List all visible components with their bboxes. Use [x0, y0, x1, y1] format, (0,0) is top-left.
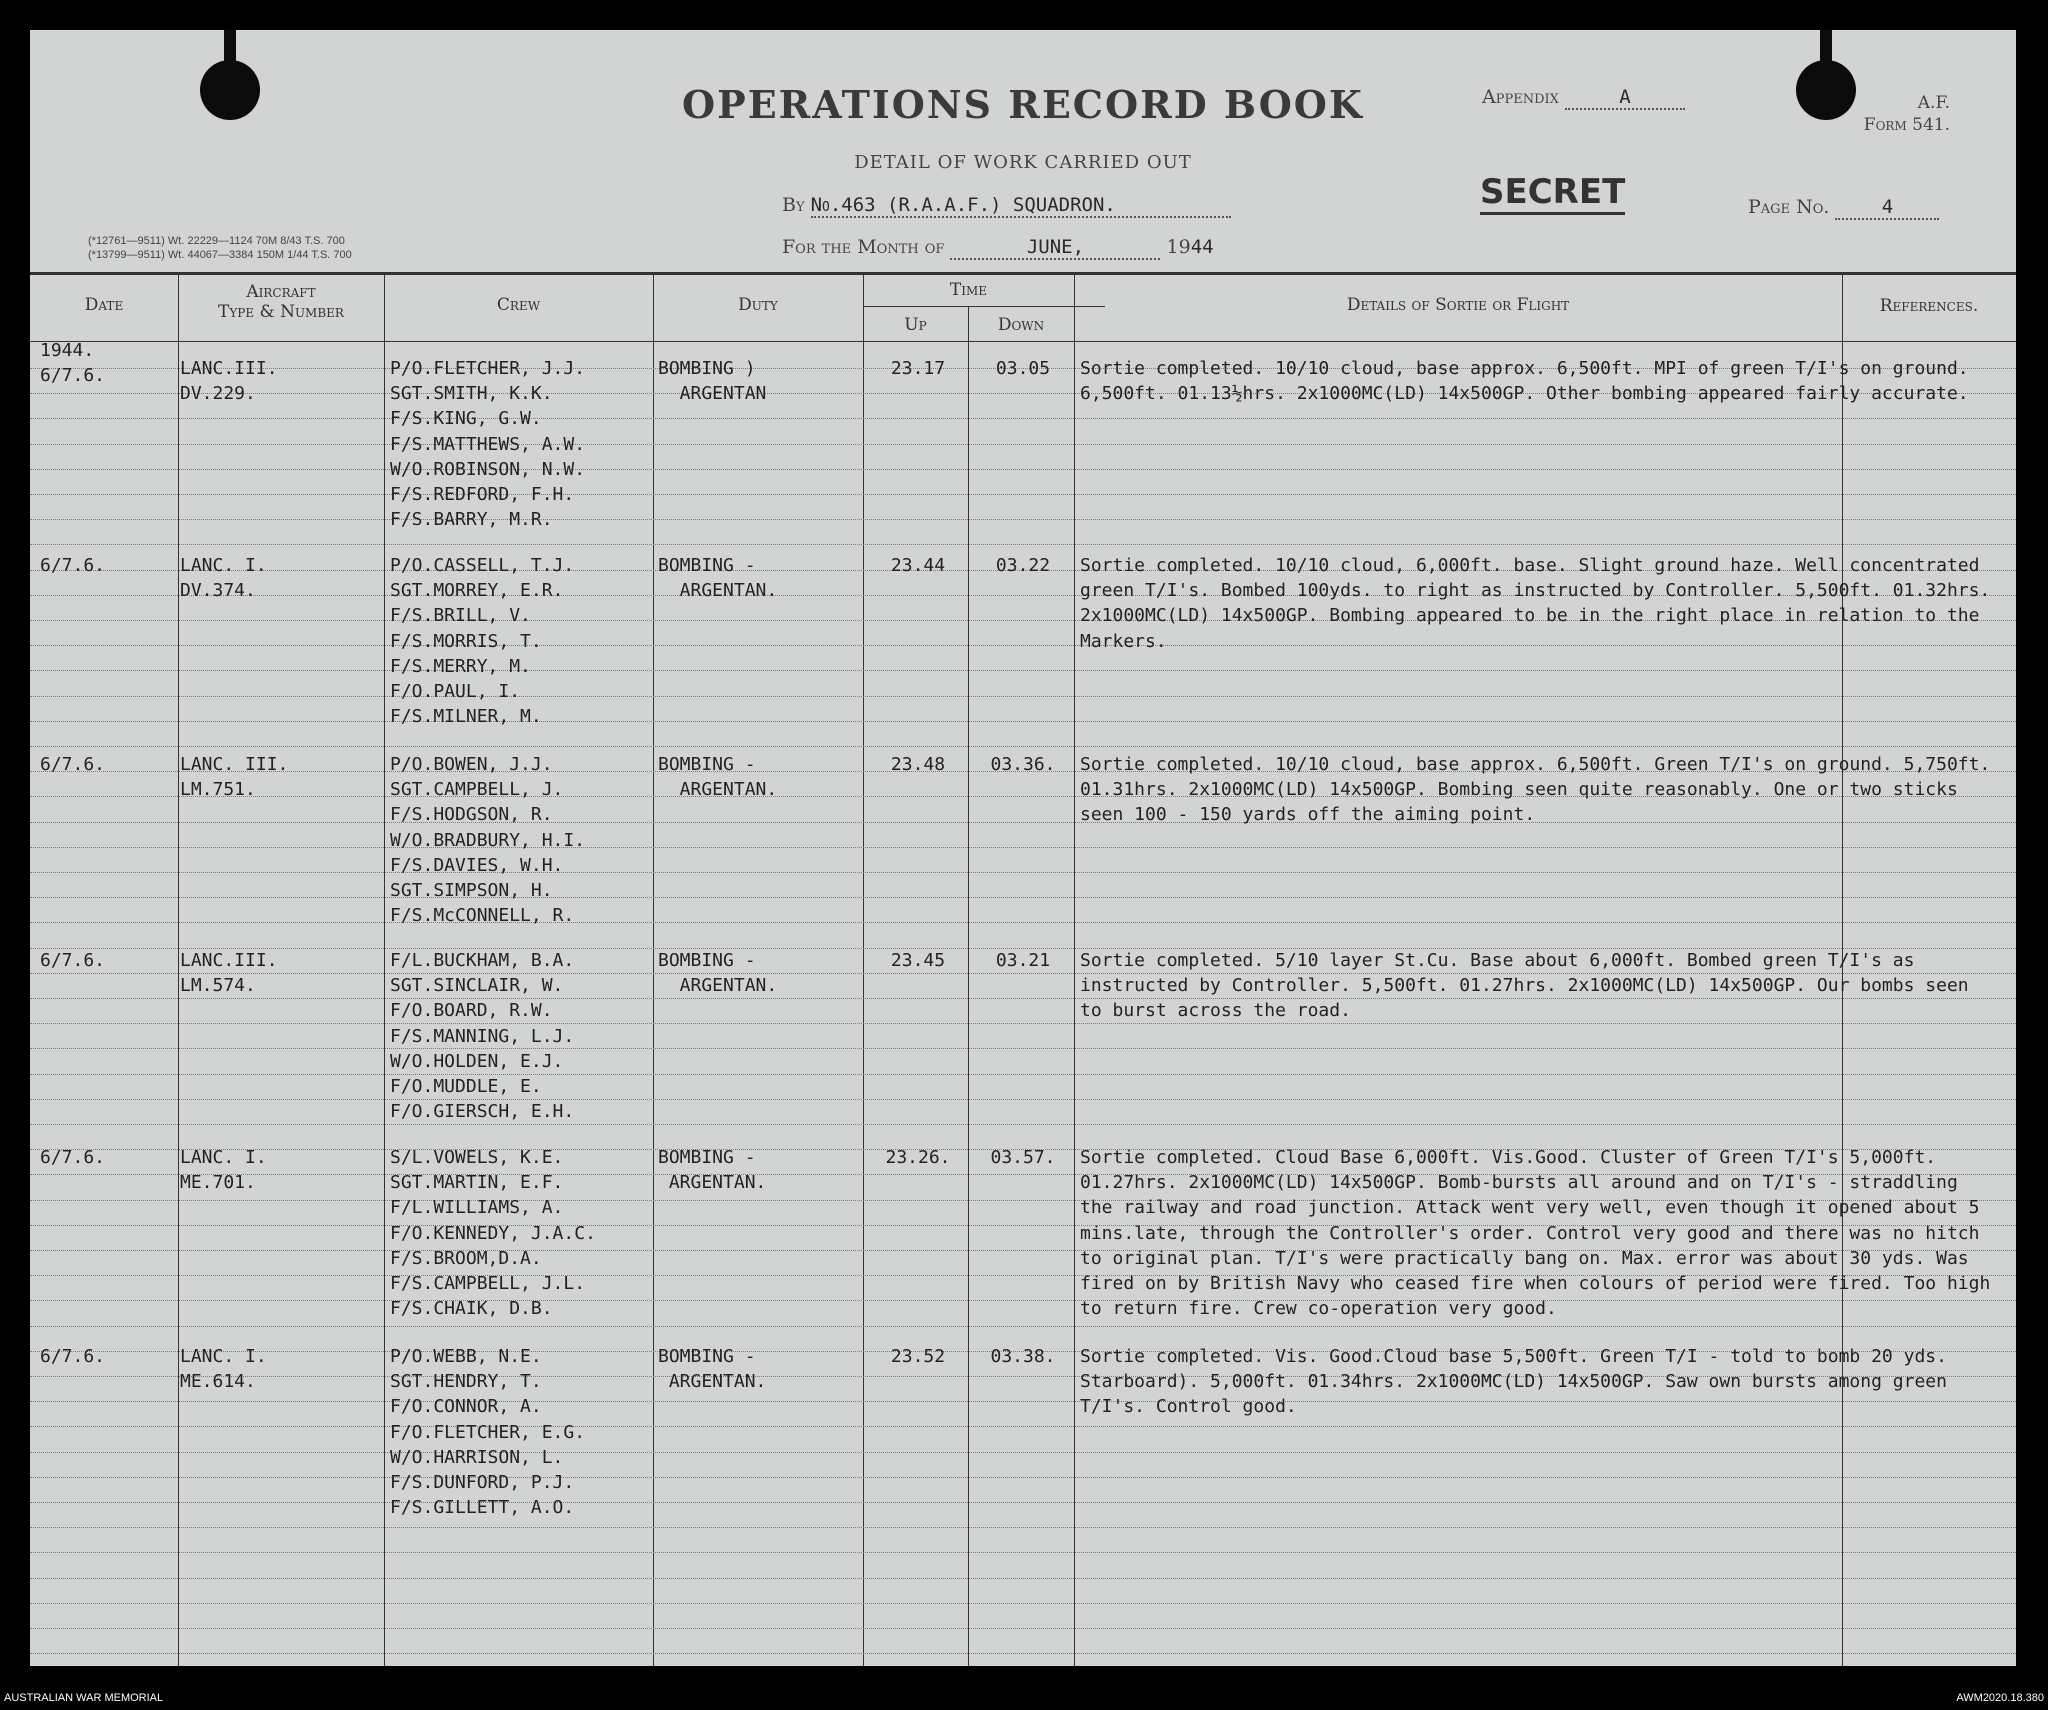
table-top-rule: [30, 272, 2016, 275]
entry-date: 6/7.6.: [40, 950, 106, 971]
entry-crew: P/O.BOWEN, J.J. SGT.CAMPBELL, J. F/S.HODGSON, R. W/O.BRADBURY, H.I. F/S.DAVIES, W.H. SGT.SIMPSON, H. F/S.McCONNELL, R.: [390, 754, 586, 927]
dotted-line: [30, 1628, 2016, 1629]
dotted-line: [30, 721, 2016, 722]
dotted-line: [30, 847, 2016, 848]
dotted-line: [30, 519, 2016, 520]
col-header-time: Time: [949, 280, 988, 300]
col-rule-down: [1074, 274, 1075, 1666]
col-header-aircraft-line1: Aircraft: [246, 282, 316, 302]
entry-down: 03.57.: [990, 1147, 1056, 1168]
dotted-line: [30, 418, 2016, 419]
appendix-value: A: [1565, 86, 1685, 110]
dotted-line: [30, 1452, 2016, 1453]
col-header-date: Date: [84, 295, 124, 315]
entry-duty: BOMBING ) ARGENTAN: [658, 358, 767, 405]
entry-up: 23.45: [890, 950, 946, 971]
entry-crew: F/L.BUCKHAM, B.A. SGT.SINCLAIR, W. F/O.BOARD, R.W. F/S.MANNING, L.J. W/O.HOLDEN, E.J. F/O.MUDDLE, E. F/O.GIERSCH, E.H.: [390, 950, 575, 1123]
entry-up: 23.52: [890, 1346, 946, 1367]
page-title: OPERATIONS RECORD BOOK: [682, 82, 1364, 127]
secret-stamp: SECRET: [1480, 172, 1625, 215]
dotted-line: [30, 1326, 2016, 1327]
entry-down: 03.22: [995, 555, 1051, 576]
form-line-1: A.F.: [1917, 93, 1950, 113]
entry-crew: P/O.FLETCHER, J.J. SGT.SMITH, K.K. F/S.KING, G.W. F/S.MATTHEWS, A.W. W/O.ROBINSON, N.W. F/S.REDFORD, F.H. F/S.BARRY, M.R.: [390, 358, 586, 531]
entry-details: Sortie completed. 10/10 cloud, base approx. 6,500ft. MPI of green T/I's on ground. 6,500ft. 01.13½hrs. 2x1000MC(LD) 14x500GP. Other bombing appeared fairly accurate.: [1080, 358, 1969, 405]
entry-duty: BOMBING - ARGENTAN.: [658, 555, 778, 602]
dotted-line: [30, 1527, 2016, 1528]
entry-down: 03.38.: [990, 1346, 1056, 1367]
entry-down: 03.36.: [990, 754, 1056, 775]
form-line-2: Form 541.: [1863, 115, 1950, 135]
entry-aircraft: LANC. I. DV.374.: [180, 555, 267, 602]
page-number-line: [1748, 196, 1939, 220]
form-number: [1830, 92, 1950, 136]
entry-aircraft: LANC.III. LM.574.: [180, 950, 278, 997]
appendix-label: Appendix: [1482, 86, 1559, 108]
header-bottom-rule: [30, 341, 2016, 342]
year-value: 44: [1190, 236, 1214, 258]
page-label: Page No.: [1748, 196, 1830, 218]
entry-duty: BOMBING - ARGENTAN.: [658, 1346, 767, 1393]
col-header-aircraft: [178, 282, 384, 322]
entry-up: 23.44: [890, 555, 946, 576]
month-label: For the Month of: [782, 236, 945, 258]
dotted-line: [30, 696, 2016, 697]
entry-duty: BOMBING - ARGENTAN.: [658, 754, 778, 801]
entry-date: 1944. 6/7.6.: [40, 340, 106, 387]
footer-right: AWM2020.18.380: [1956, 1692, 2044, 1704]
dotted-line: [30, 469, 2016, 470]
appendix-line: [1482, 86, 1685, 110]
squadron-line: [782, 194, 1231, 218]
month-value: JUNE,: [950, 236, 1160, 260]
dotted-line: [30, 494, 2016, 495]
dotted-line: [30, 897, 2016, 898]
entry-up: 23.48: [890, 754, 946, 775]
dotted-line: [30, 1048, 2016, 1049]
entry-crew: P/O.WEBB, N.E. SGT.HENDRY, T. F/O.CONNOR, A. F/O.FLETCHER, E.G. W/O.HARRISON, L. F/S.DUNFORD, P.J. F/S.GILLETT, A.O.: [390, 1346, 586, 1519]
dotted-line: [30, 1603, 2016, 1604]
dotted-line: [30, 1124, 2016, 1125]
page-subtitle: DETAIL OF WORK CARRIED OUT: [854, 152, 1192, 173]
dotted-line: [30, 670, 2016, 671]
dotted-line: [30, 872, 2016, 873]
entry-up: 23.17: [890, 358, 946, 379]
entry-date: 6/7.6.: [40, 1147, 106, 1168]
by-label: By: [782, 194, 805, 216]
dotted-line: [30, 1502, 2016, 1503]
col-header-references: References.: [1879, 296, 1979, 316]
entry-down: 03.05: [995, 358, 1051, 379]
dotted-line: [30, 746, 2016, 747]
dotted-line: [30, 1099, 2016, 1100]
month-line: [782, 236, 1214, 260]
entry-details: Sortie completed. 5/10 layer St.Cu. Base about 6,000ft. Bombed green T/I's as instructed by Controller. 5,500ft. 01.27hrs. 2x1000MC(LD) 14x500GP. Our bombs seen to burst across the road.: [1080, 950, 1969, 1022]
entry-date: 6/7.6.: [40, 1346, 106, 1367]
entry-date: 6/7.6.: [40, 754, 106, 775]
entry-details: Sortie completed. Vis. Good.Cloud base 5,500ft. Green T/I - told to bomb 20 yds. Starboard). 5,000ft. 01.34hrs. 2x1000MC(LD) 14x500GP. Saw own bursts among green T/I's. Control good.: [1080, 1346, 1947, 1418]
entry-details: Sortie completed. 10/10 cloud, base approx. 6,500ft. Green T/I's on ground. 5,750ft. 01.31hrs. 2x1000MC(LD) 14x500GP. Bombing seen quite reasonably. One or two sticks seen 100 - 150 yards off the aiming point.: [1080, 754, 1991, 826]
col-rule-date: [178, 274, 179, 1666]
entry-duty: BOMBING - ARGENTAN.: [658, 1147, 767, 1194]
dotted-line: [30, 1074, 2016, 1075]
entry-crew: S/L.VOWELS, K.E. SGT.MARTIN, E.F. F/L.WILLIAMS, A. F/O.KENNEDY, J.A.C. F/S.BROOM,D.A. F/S.CAMPBELL, J.L. F/S.CHAIK, D.B.: [390, 1147, 596, 1320]
page-number: 4: [1835, 196, 1939, 220]
print-line-2: (*13799—9511) Wt. 44067—3384 150M 1/44 T.S. 700: [88, 249, 352, 261]
col-header-duty: Duty: [738, 295, 778, 315]
dotted-line: [30, 922, 2016, 923]
entry-aircraft: LANC. I. ME.614.: [180, 1346, 267, 1393]
col-rule-aircraft: [384, 274, 385, 1666]
dotted-line: [30, 544, 2016, 545]
dotted-line: [30, 1477, 2016, 1478]
entry-down: 03.21: [995, 950, 1051, 971]
col-header-aircraft-line2: Type & Number: [218, 302, 344, 322]
entry-duty: BOMBING - ARGENTAN.: [658, 950, 778, 997]
col-rule-up: [968, 307, 969, 1666]
col-header-up: Up: [904, 315, 927, 335]
entry-aircraft: LANC. I. ME.701.: [180, 1147, 267, 1194]
entry-date: 6/7.6.: [40, 555, 106, 576]
col-header-crew: Crew: [496, 295, 541, 315]
col-rule-crew: [653, 274, 654, 1666]
record-sheet: [30, 30, 2016, 1666]
time-split-rule: [863, 306, 1105, 307]
col-header-details: Details of Sortie or Flight: [1346, 295, 1570, 315]
entry-up: 23.26.: [885, 1147, 951, 1168]
footer-left: AUSTRALIAN WAR MEMORIAL: [4, 1692, 164, 1704]
print-line-1: (*12761—9511) Wt. 22229—1124 70M 8/43 T.S. 700: [88, 235, 345, 247]
entry-aircraft: LANC. III. LM.751.: [180, 754, 289, 801]
entry-details: Sortie completed. 10/10 cloud, 6,000ft. base. Slight ground haze. Well concentrated green T/I's. Bombed 100yds. to right as instructed by Controller. 5,500ft. 01.32hrs. 2x1000MC(LD) 14x500GP. Bombing appeared to be in the right place in relation to the Markers.: [1080, 555, 1991, 652]
dotted-line: [30, 1578, 2016, 1579]
dotted-line: [30, 444, 2016, 445]
col-rule-duty: [863, 274, 864, 1666]
dotted-line: [30, 1653, 2016, 1654]
entry-crew: P/O.CASSELL, T.J. SGT.MORREY, E.R. F/S.BRILL, V. F/S.MORRIS, T. F/S.MERRY, M. F/O.PAUL, I. F/S.MILNER, M.: [390, 555, 575, 728]
squadron-name: No.463 (R.A.A.F.) SQUADRON.: [811, 194, 1231, 218]
year-prefix: 19: [1166, 236, 1191, 258]
dotted-line: [30, 1552, 2016, 1553]
print-reference: [88, 234, 352, 262]
col-header-down: Down: [997, 315, 1045, 335]
entry-aircraft: LANC.III. DV.229.: [180, 358, 278, 405]
entry-details: Sortie completed. Cloud Base 6,000ft. Vis.Good. Cluster of Green T/I's 5,000ft. 01.27hrs. 2x1000MC(LD) 14x500GP. Bomb-bursts all around and on T/I's - straddling the railway and road junction. Attack went very well, even though it opened about 5 mins.late, through the Controller's order. Control very good and there was no hitch to original plan. T/I's were practically bang on. Max. error was about 30 yds. Was fired on by British Navy who ceased fire when colours of period were fired. Too high to return fire. Crew co-operation very good.: [1080, 1147, 1991, 1320]
dotted-line: [30, 1426, 2016, 1427]
